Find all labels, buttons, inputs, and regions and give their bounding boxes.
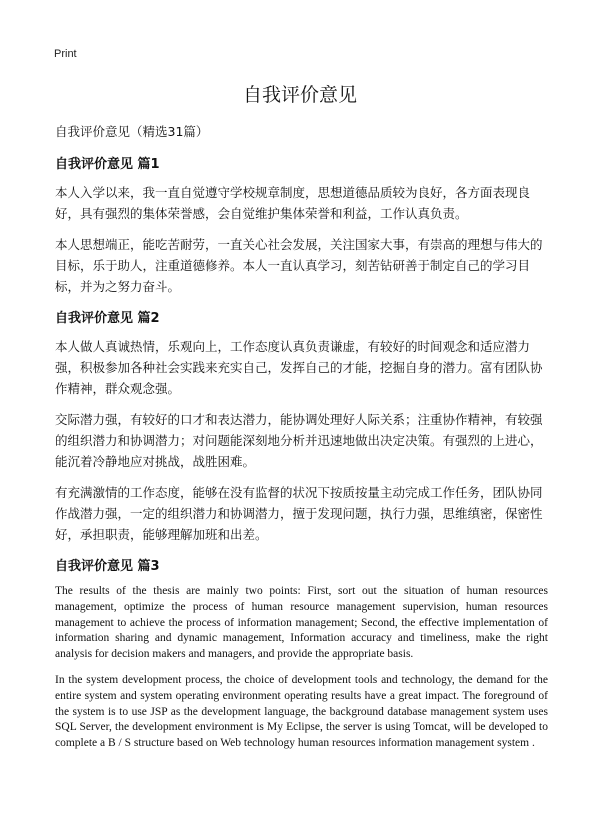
print-link[interactable]: Print — [54, 48, 77, 60]
paragraph: 本人做人真诚热情，乐观向上，工作态度认真负责谦虚，有较好的时间观念和适应潜力强，积极参加各种社会实践来充实自己，发挥自己的才能，挖掘自身的潜力。富有团队协作精神，群众观念强。 — [55, 339, 543, 396]
paragraph: 本人入学以来，我一直自觉遵守学校规章制度，思想道德品质较为良好，各方面表现良好，具有强烈的集体荣誉感，会自觉维护集体荣誉和利益，工作认真负责。 — [55, 185, 531, 221]
section-heading-3: 自我评价意见 篇3 — [55, 559, 160, 574]
page-title: 自我评价意见 — [242, 84, 357, 106]
paragraph: 本人思想端正，能吃苦耐劳，一直关心社会发展，关注国家大事，有崇高的理想与伟大的目标，乐于助人，注重道德修养。本人一直认真学习，刻苦钻研善于制定自己的学习目标，并为之努力奋斗。 — [55, 237, 543, 294]
paragraph: 有充满激情的工作态度，能够在没有监督的状况下按质按量主动完成工作任务，团队协同作战潜力强，一定的组织潜力和协调潜力，擅于发现问题，执行力强，思维缜密，保密性好，承担职责，能够理解加班和出差。 — [55, 485, 543, 542]
section-heading-1: 自我评价意见 篇1 — [55, 157, 160, 172]
paragraph: In the system development process, the choice of development tools and technology, the demand for the entire system and system operating environment operating results have a great impact. The foreground of the system is to use JSP as the development language, the background database management system uses SQL Server, the development environment is My Eclipse, the server is using Tomcat, will be developed to complete a B / S structure based on Web technology human resources information management system . — [55, 673, 548, 750]
document-body — [55, 122, 548, 762]
paragraph: 交际潜力强，有较好的口才和表达潜力，能协调处理好人际关系；注重协作精神，有较强的组织潜力和协调潜力；对问题能深刻地分析并迅速地做出决定决策。有强烈的上进心，能沉着冷静地应对挑战，战胜困难。 — [55, 412, 543, 469]
paragraph: The results of the thesis are mainly two points: First, sort out the situation of human resources management, optimize the process of human resource management supervision, human resources management to achieve the process of information management; Second, the effective implementation of information sharing and dynamic management, Information accuracy and timeliness, make the right analysis for decision makers and managers, and provide the appropriate basis. — [55, 585, 548, 661]
document-subtitle: 自我评价意见（精选31篇） — [55, 124, 209, 139]
section-heading-2: 自我评价意见 篇2 — [55, 311, 160, 326]
